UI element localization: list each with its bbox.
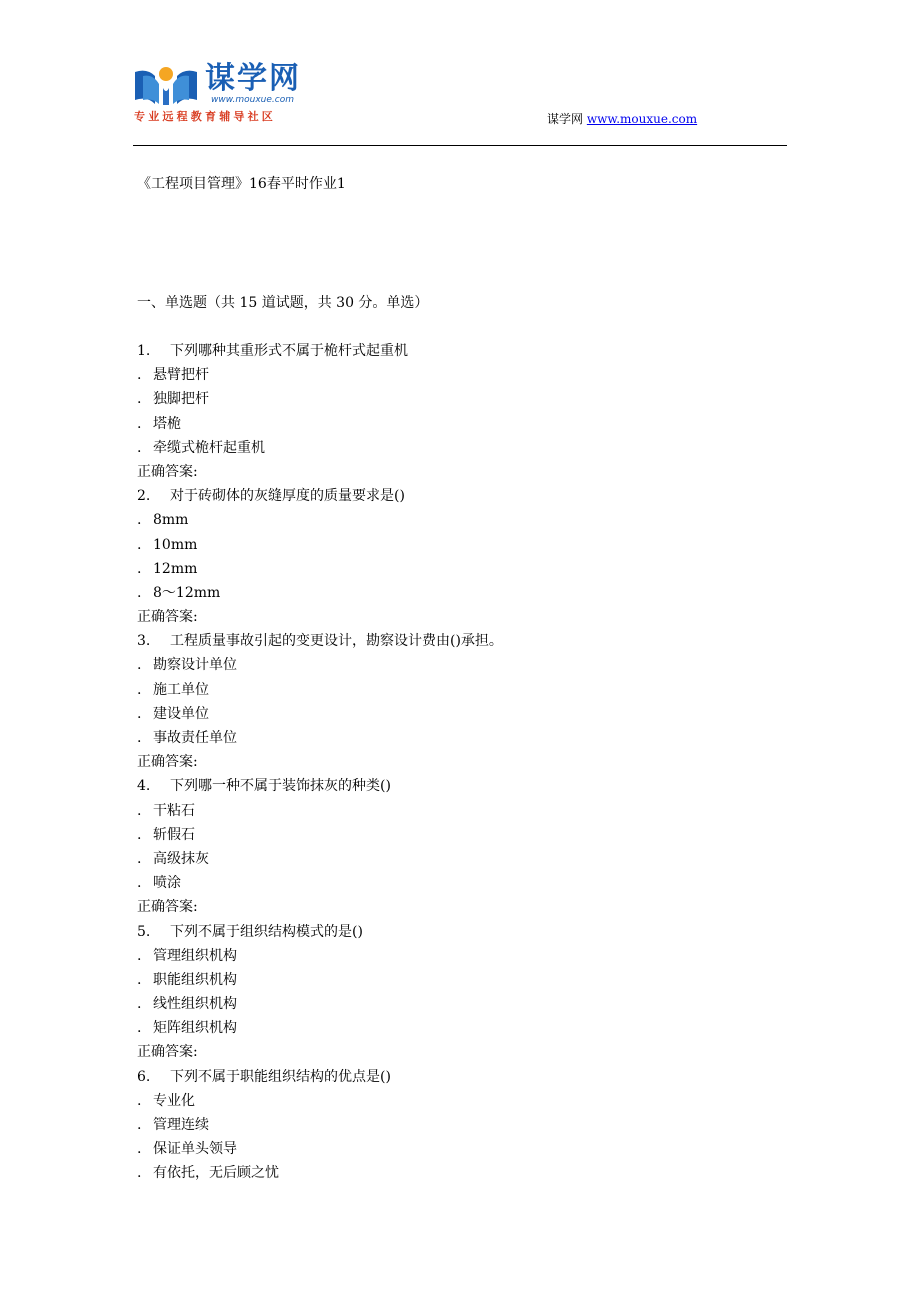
option-marker: . [137, 850, 142, 867]
question-number: 4. [137, 778, 151, 795]
answer-option [137, 1163, 503, 1187]
answer-option [137, 946, 503, 970]
option-text: 牵缆式桅杆起重机 [153, 439, 265, 456]
answer-option [137, 1091, 503, 1115]
logo-slogan: 专业远程教育辅导社区 [134, 110, 276, 123]
answer-label: 正确答案: [137, 463, 198, 480]
option-text: 8～12mm [153, 584, 221, 601]
question-item [137, 486, 503, 510]
option-marker: . [137, 996, 142, 1013]
answer-label: 正确答案: [137, 1044, 198, 1061]
option-marker: . [137, 730, 142, 746]
answer-option [137, 1139, 503, 1163]
answer-option [137, 365, 503, 389]
option-marker: . [137, 681, 142, 698]
option-marker: . [137, 1092, 142, 1109]
answer-option [137, 1115, 503, 1139]
site-reference [547, 111, 697, 127]
option-text: 悬臂把杆 [153, 367, 209, 384]
question-text: 下列哪种其重形式不属于桅杆式起重机 [170, 343, 408, 359]
site-label: 谋学网 [547, 112, 584, 126]
answer-option [137, 873, 503, 897]
option-marker: . [137, 439, 142, 456]
answer-option [137, 970, 503, 994]
answer-option [137, 559, 503, 583]
option-text: 干粘石 [153, 802, 195, 819]
answer-option [137, 704, 503, 728]
option-text: 建设单位 [153, 705, 209, 722]
question-text: 下列不属于组织结构模式的是() [170, 923, 363, 940]
logo-url: www.mouxue.com [211, 95, 294, 105]
answer-label: 正确答案: [137, 609, 198, 626]
section-heading: 一、单选题（共 15 道试题，共 30 分。单选） [137, 295, 429, 311]
option-marker: . [137, 971, 142, 988]
option-text: 喷涂 [153, 875, 181, 892]
option-marker: . [137, 584, 142, 601]
option-text: 事故责任单位 [153, 730, 237, 746]
option-marker: . [137, 875, 142, 892]
document-title: 《工程项目管理》16春平时作业1 [137, 176, 346, 192]
site-logo[interactable] [133, 62, 323, 128]
answer-option [137, 535, 503, 559]
answer-label: 正确答案: [137, 754, 198, 771]
option-marker: . [137, 512, 142, 529]
option-text: 施工单位 [153, 681, 209, 698]
answer-option [137, 655, 503, 679]
answer-option [137, 389, 503, 413]
option-marker: . [137, 826, 142, 843]
answer-option [137, 680, 503, 704]
question-item [137, 922, 503, 946]
option-marker: . [137, 415, 142, 432]
option-marker: . [137, 705, 142, 722]
answer-label: 正确答案: [137, 899, 198, 916]
answer-option [137, 510, 503, 534]
option-text: 塔桅 [153, 415, 181, 432]
option-marker: . [137, 802, 142, 819]
option-text: 高级抹灰 [153, 850, 209, 867]
question-number: 1. [137, 343, 151, 359]
logo-title: 谋学网 [205, 61, 301, 96]
option-text: 独脚把杆 [153, 391, 209, 408]
option-text: 有依托，无后顾之忧 [153, 1165, 279, 1182]
question-item [137, 1067, 503, 1091]
header-divider [133, 145, 787, 146]
option-marker: . [137, 1020, 142, 1037]
question-number: 6. [137, 1068, 151, 1085]
question-item [137, 631, 503, 655]
question-item [137, 776, 503, 800]
question-number: 5. [137, 923, 151, 940]
option-marker: . [137, 391, 142, 408]
option-text: 保证单头领导 [153, 1141, 237, 1158]
question-text: 对于砖砌体的灰缝厚度的质量要求是() [170, 488, 405, 505]
option-text: 职能组织机构 [153, 971, 237, 988]
answer-option [137, 414, 503, 438]
question-text: 下列哪一种不属于装饰抹灰的种类() [170, 778, 391, 795]
option-marker: . [137, 1117, 142, 1133]
option-marker: . [137, 1141, 142, 1158]
option-marker: . [137, 367, 142, 384]
option-marker: . [137, 947, 142, 964]
question-number: 2. [137, 488, 151, 505]
option-marker: . [137, 536, 142, 553]
answer-option [137, 849, 503, 873]
question-item [137, 341, 503, 365]
option-text: 专业化 [153, 1092, 195, 1109]
option-text: 管理组织机构 [153, 947, 237, 964]
question-list [137, 341, 503, 1188]
option-text: 管理连续 [153, 1117, 209, 1133]
question-text: 工程质量事故引起的变更设计，勘察设计费由()承担。 [170, 633, 503, 650]
answer-option [137, 438, 503, 462]
answer-option [137, 994, 503, 1018]
option-text: 线性组织机构 [153, 996, 237, 1013]
answer-option [137, 728, 503, 752]
answer-option [137, 583, 503, 607]
option-marker: . [137, 1165, 142, 1182]
option-text: 勘察设计单位 [153, 657, 237, 674]
logo-book-icon [133, 64, 201, 106]
option-text: 8mm [153, 512, 189, 529]
option-text: 10mm [153, 536, 198, 553]
question-text: 下列不属于职能组织结构的优点是() [170, 1068, 391, 1085]
option-marker: . [137, 657, 142, 674]
option-marker: . [137, 560, 142, 577]
answer-option [137, 801, 503, 825]
option-text: 斩假石 [153, 826, 195, 843]
question-number: 3. [137, 633, 151, 650]
answer-option [137, 825, 503, 849]
option-text: 12mm [153, 560, 198, 577]
answer-option [137, 1018, 503, 1042]
site-link[interactable]: www.mouxue.com [586, 112, 698, 126]
option-text: 矩阵组织机构 [153, 1020, 237, 1037]
